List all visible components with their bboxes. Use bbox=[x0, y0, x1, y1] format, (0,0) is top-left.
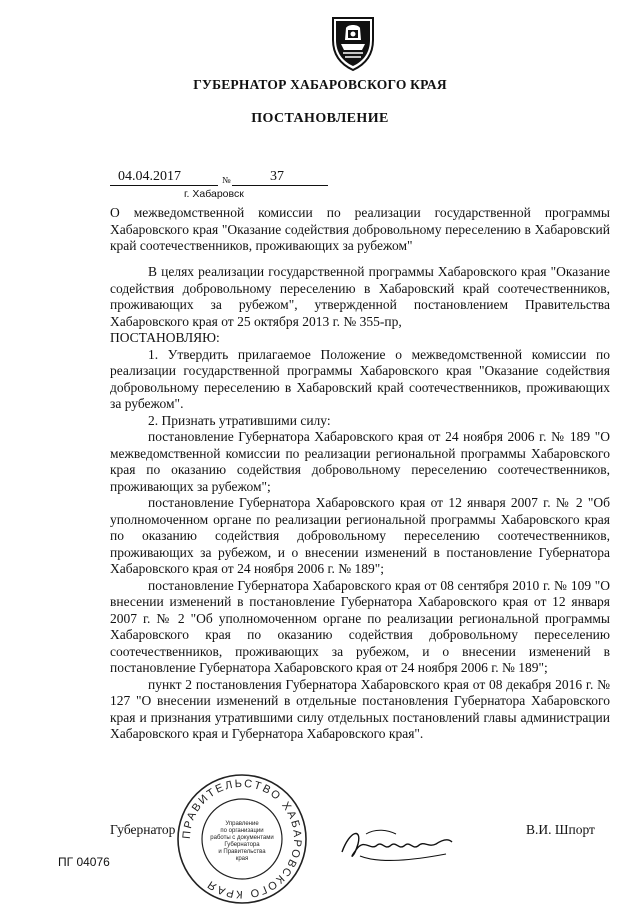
svg-text:и Правительства: и Правительства bbox=[218, 849, 266, 855]
svg-text:края: края bbox=[235, 856, 249, 862]
document-code: ПГ 04076 bbox=[58, 855, 110, 869]
document-type: ПОСТАНОВЛЕНИЕ bbox=[251, 111, 389, 126]
document-number: 37 bbox=[270, 169, 284, 184]
repealed-act-3: постановление Губернатора Хабаровского края от 08 сентября 2010 г. № 109 "О внесении изменений в постановление Губернатора Хабаровского края от 12 января 2007 г. № 2 "Об уполномоченном органе по реализации региональной программы Хабаровского края по оказанию содействия добровольному переселению соотечественников, проживающих за рубежом, и о внесении изменений в постановление Губернатора Хабаровского края от 24 ноября 2006 г. № 189"; bbox=[110, 577, 610, 675]
official-stamp bbox=[172, 769, 312, 909]
handwritten-signature bbox=[336, 820, 456, 870]
document-subject: О межведомственной комиссии по реализации государственной программы Хабаровского края "Оказание содействия добровольному переселению в Хабаровский край соотечественников, проживающих за рубежом" bbox=[110, 205, 610, 253]
coat-of-arms-emblem bbox=[330, 14, 376, 72]
number-label: № bbox=[222, 175, 231, 185]
svg-text:Управление: Управление bbox=[225, 821, 259, 827]
repealed-act-4: пункт 2 постановления Губернатора Хабаровского края от 08 декабря 2016 г. № 127 "О внесении изменений в отдельные постановления Губернатора Хабаровского края и признания утратившими силу отдельных постановлений главы администрации Хабаровского края и Губернатора Хабаровского края". bbox=[110, 676, 610, 741]
stamp-seal-icon bbox=[172, 769, 312, 909]
decree-word: ПОСТАНОВЛЯЮ: bbox=[110, 330, 220, 345]
signer-name: В.И. Шпорт bbox=[526, 822, 595, 837]
preamble-paragraph: В целях реализации государственной программы Хабаровского края "Оказание содействия добровольному переселению в Хабаровский край соотечественников, проживающих за рубежом", утвержденной постановлением Правительства Хабаровского края от 25 октября 2013 г. № 355-пр, bbox=[110, 264, 610, 329]
repealed-act-2: постановление Губернатора Хабаровского края от 12 января 2007 г. № 2 "Об уполномоченном органе по реализации региональной программы Хабаровского края по оказанию содействия добровольному переселению соотечественников, проживающих за рубежом, и о внесении изменений в постановление Губернатора Хабаровского края от 24 ноября 2006 г. № 189"; bbox=[110, 495, 610, 576]
date-underline bbox=[110, 185, 218, 186]
number-underline bbox=[232, 185, 328, 186]
document-body bbox=[110, 264, 610, 743]
issuing-authority: ГУБЕРНАТОР ХАБАРОВСКОГО КРАЯ bbox=[193, 77, 447, 92]
document-date: 04.04.2017 bbox=[118, 169, 181, 184]
item-2-paragraph: 2. Признать утратившими силу: bbox=[148, 412, 331, 428]
khabarovsk-coat-of-arms-icon bbox=[330, 14, 376, 72]
issue-city: г. Хабаровск bbox=[184, 188, 244, 200]
svg-text:Губернатора: Губернатора bbox=[224, 842, 260, 848]
svg-text:ПРАВИТЕЛЬСТВО ХАБАРОВСКОГО КРА: ПРАВИТЕЛЬСТВО ХАБАРОВСКОГО КРАЯ bbox=[180, 777, 304, 901]
svg-text:по организации: по организации bbox=[220, 828, 264, 834]
signer-position: Губернатор bbox=[110, 822, 176, 837]
signature-scribble-icon bbox=[336, 820, 456, 870]
repealed-act-1: постановление Губернатора Хабаровского края от 24 ноября 2006 г. № 189 "О межведомственной комиссии по реализации региональной программы Хабаровского края по оказанию содействия добровольному переселению соотечественников, проживающих за рубежом"; bbox=[110, 429, 610, 494]
svg-text:работы с документами: работы с документами bbox=[210, 835, 274, 841]
item-1-paragraph: 1. Утвердить прилагаемое Положение о межведомственной комиссии по реализации государственной программы Хабаровского края "Оказание содействия добровольному переселению в Хабаровский край соотечественников, проживающих за рубежом". bbox=[110, 346, 610, 411]
